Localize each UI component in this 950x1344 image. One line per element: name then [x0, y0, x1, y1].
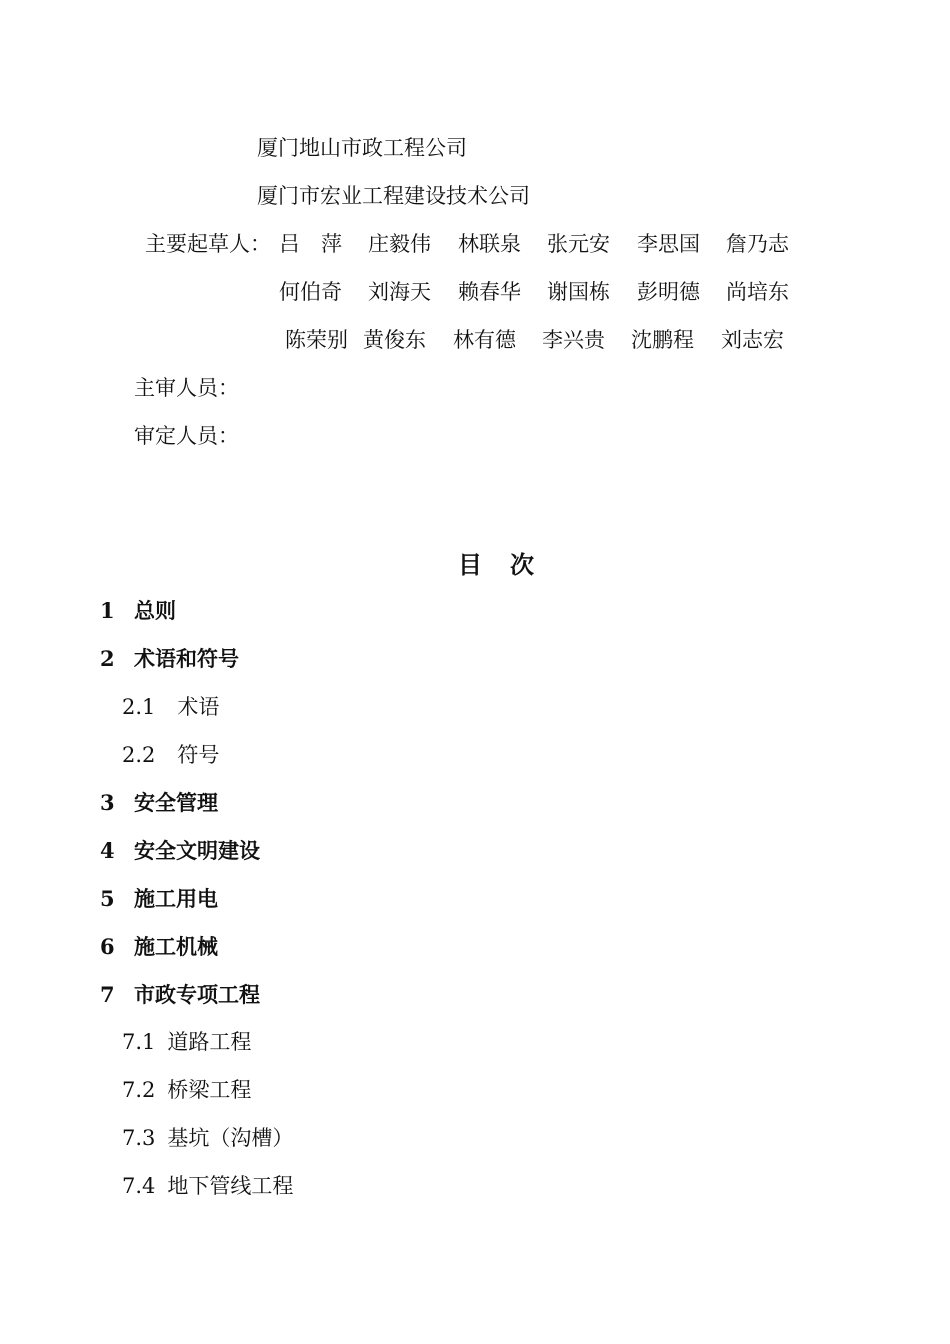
toc-item-number: 6: [100, 934, 115, 959]
toc-item-number: 2.2: [122, 743, 156, 767]
chief-reviewer-label: 主审人员：: [134, 376, 239, 400]
toc-subitem: [122, 739, 219, 769]
drafter-name: 陈荣别: [285, 328, 348, 352]
toc-subitem: [122, 1026, 251, 1056]
toc-item: [100, 835, 260, 865]
toc-item-label: 施工用电: [134, 886, 218, 911]
toc-title: 目 次: [458, 550, 536, 579]
toc-item-number: 1: [100, 598, 115, 623]
drafter-name: 谢国栋: [547, 280, 610, 304]
toc-item: [100, 883, 218, 913]
toc-item: [100, 931, 218, 961]
toc-item-label: 道路工程: [167, 1030, 252, 1054]
toc-item-label: 基坑（沟槽）: [167, 1126, 294, 1150]
drafter-name: 尚培东: [726, 280, 789, 304]
toc-item-label: 地下管线工程: [167, 1174, 294, 1198]
toc-item-number: 7.1: [122, 1030, 156, 1054]
drafter-name: 林联泉: [458, 232, 521, 256]
toc-item-label: 总则: [134, 598, 176, 623]
toc-item-number: 5: [100, 886, 115, 911]
toc-subitem: [122, 1074, 251, 1104]
drafter-name: 李思国: [637, 232, 700, 256]
drafter-name: 吕 萍: [279, 232, 342, 256]
drafter-name: 刘志宏: [721, 328, 784, 352]
toc-item: [100, 643, 239, 673]
drafter-name: 詹乃志: [726, 232, 789, 256]
drafters-label: 主要起草人：: [145, 232, 271, 256]
toc-item-number: 2.1: [122, 695, 156, 719]
toc-item-number: 7.2: [122, 1078, 156, 1102]
toc-item-label: 安全文明建设: [134, 838, 260, 863]
toc-item-number: 7.3: [122, 1126, 156, 1150]
drafter-name: 李兴贵: [542, 328, 605, 352]
drafter-name: 张元安: [547, 232, 610, 256]
drafter-name: 彭明德: [637, 280, 700, 304]
drafter-name: 沈鹏程: [631, 328, 694, 352]
toc-item-number: 7.4: [122, 1174, 156, 1198]
toc-item: [100, 979, 260, 1009]
toc-item: [100, 787, 218, 817]
toc-item-number: 3: [100, 790, 115, 815]
drafter-name: 刘海天: [368, 280, 431, 304]
toc-item-label: 术语: [177, 695, 220, 719]
approval-reviewer-label: 审定人员：: [134, 424, 239, 448]
drafter-name: 林有德: [453, 328, 516, 352]
toc-item: [100, 595, 176, 625]
toc-item-label: 符号: [177, 743, 220, 767]
toc-subitem: [122, 1122, 293, 1152]
organization-line: 厦门地山市政工程公司: [257, 136, 467, 160]
drafter-name: 何伯奇: [279, 280, 342, 304]
drafter-name: 庄毅伟: [368, 232, 431, 256]
toc-item-label: 市政专项工程: [134, 982, 260, 1007]
toc-subitem: [122, 691, 219, 721]
drafter-name: 黄俊东: [363, 328, 426, 352]
organization-line: 厦门市宏业工程建设技术公司: [257, 184, 530, 208]
toc-item-label: 施工机械: [134, 934, 218, 959]
toc-item-label: 安全管理: [134, 790, 218, 815]
toc-subitem: [122, 1170, 293, 1200]
toc-item-number: 4: [100, 838, 115, 863]
drafter-name: 赖春华: [458, 280, 521, 304]
toc-item-number: 7: [100, 982, 115, 1007]
toc-item-number: 2: [100, 646, 115, 671]
toc-item-label: 术语和符号: [134, 646, 239, 671]
toc-item-label: 桥梁工程: [167, 1078, 252, 1102]
